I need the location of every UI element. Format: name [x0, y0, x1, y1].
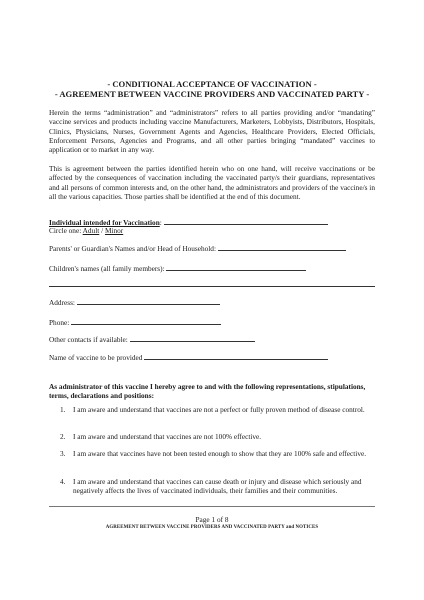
other-contacts-field[interactable]	[49, 334, 255, 344]
children-field[interactable]	[49, 263, 306, 273]
administrator-intro: As administrator of this vaccine I hereby agree to and with the following representations, stipulations, terms, declarations and positions:	[49, 382, 366, 401]
individual-field[interactable]: Individual intended for Vaccination:	[49, 217, 328, 227]
document-page: - CONDITIONAL ACCEPTANCE OF VACCINATION - - AGREEMENT BETWEEN VACCINE PROVIDERS AND VACCINATED PARTY - Herein the terms “administration” and “administrators” refers to all parties providing and/or “mandating” vaccine services and products including vaccine Manufacturers, Marketers, Lobbyists, Distributors, Hospitals, Clinics, Physicians, Nurses, Government Agents and Agencies, Healthcare Providers, Elected Officials, Enforcement Persons, Agencies and Programs, and all other parties bringing “mandated” vaccines to application or to market in any way. This is agreement between the parties identified herein who on one hand, will receive vaccinations or be affected by the consequences of vaccination including the vaccinated party/s their guardians, representatives and all persons of common interests and, on the other hand, the administrators and providers of the vaccine/s in all the various capacities. Those parties shall be identified at the end of this document. Individual intended for Vaccination: Circle one: Adult / Minor Parents' or Guardian's Names and/or Head of Household: Children's names (all family members): Address: Phone: Other contacts if available: Name of vaccine to be provided As administrator of this vaccine I hereby agree to and with the following representations, stipulations, terms, declarations and positions: 1. I am aware and understand that vaccines are not a perfect or fully proven method of disease control. 2. I am aware and understand that vaccines are not 100% effective. 3. I am aware that vaccines have not been tested enough to show that they are 100% safe and effective. 4. I am aware and understand that vaccines can cause death or injury and disease which seriously and negatively affects the lives of vaccinated individuals, their families and their communities. Page 1 of 8 AGREEMENT BETWEEN VACCINE PROVIDERS AND VACCINATED PARTY and NOTICES	[0, 0, 424, 600]
agreement-paragraph: This is agreement between the parties identified herein who on one hand, will receive vaccinations or be affected by the consequences of vaccination including the vaccinated party/s their guardians, representatives and all persons of common interests and, on the other hand, the administrators and providers of the vaccine/s in all the various capacities. Those parties shall be identified at the end of this document.	[49, 164, 375, 201]
document-title-line-1: - CONDITIONAL ACCEPTANCE OF VACCINATION -	[107, 79, 317, 89]
phone-field[interactable]	[49, 317, 221, 327]
phone-label: Phone:	[49, 318, 70, 327]
address-field[interactable]	[49, 297, 220, 307]
blank-line[interactable]	[49, 286, 375, 287]
footer-divider	[49, 506, 375, 507]
document-title-line-2: - AGREEMENT BETWEEN VACCINE PROVIDERS AND VACCINATED PARTY -	[54, 89, 370, 99]
vaccine-name-field[interactable]	[49, 352, 328, 362]
other-contacts-label: Other contacts if available:	[49, 335, 128, 344]
individual-blank[interactable]	[164, 217, 328, 225]
address-label: Address:	[49, 298, 75, 307]
individual-label: Individual intended for Vaccination	[49, 218, 160, 227]
parents-label: Parents' or Guardian's Names and/or Head of Household:	[49, 244, 216, 253]
footer-title: AGREEMENT BETWEEN VACCINE PROVIDERS AND VACCINATED PARTY and NOTICES	[105, 525, 319, 530]
adult-option[interactable]: Adult	[82, 226, 100, 235]
address-blank[interactable]	[77, 297, 220, 305]
other-contacts-blank[interactable]	[130, 334, 255, 342]
parents-field[interactable]	[49, 243, 346, 253]
circle-one-label: Circle one:	[49, 226, 82, 235]
children-label: Children's names (all family members):	[49, 264, 165, 273]
vaccine-name-blank[interactable]	[144, 352, 328, 360]
definitions-paragraph: Herein the terms “administration” and “administrators” refers to all parties providing and/or “mandating” vaccine services and products including vaccine Manufacturers, Marketers, Lobbyists, Distributors, Hospitals, Clinics, Physicians, Nurses, Government Agents and Agencies, Healthcare Providers, Elected Officials, Enforcement Persons, Agencies and Programs, and all other parties bringing “mandated” vaccines to application or to market in any way.	[49, 108, 375, 155]
phone-blank[interactable]	[71, 317, 221, 325]
minor-option[interactable]: Minor	[104, 226, 124, 235]
circle-one-field: Circle one: Adult / Minor	[49, 226, 124, 235]
page-number: Page 1 of 8	[195, 515, 229, 524]
vaccine-name-label: Name of vaccine to be provided	[49, 353, 143, 362]
parents-blank[interactable]	[218, 243, 346, 251]
children-blank[interactable]	[166, 263, 306, 271]
